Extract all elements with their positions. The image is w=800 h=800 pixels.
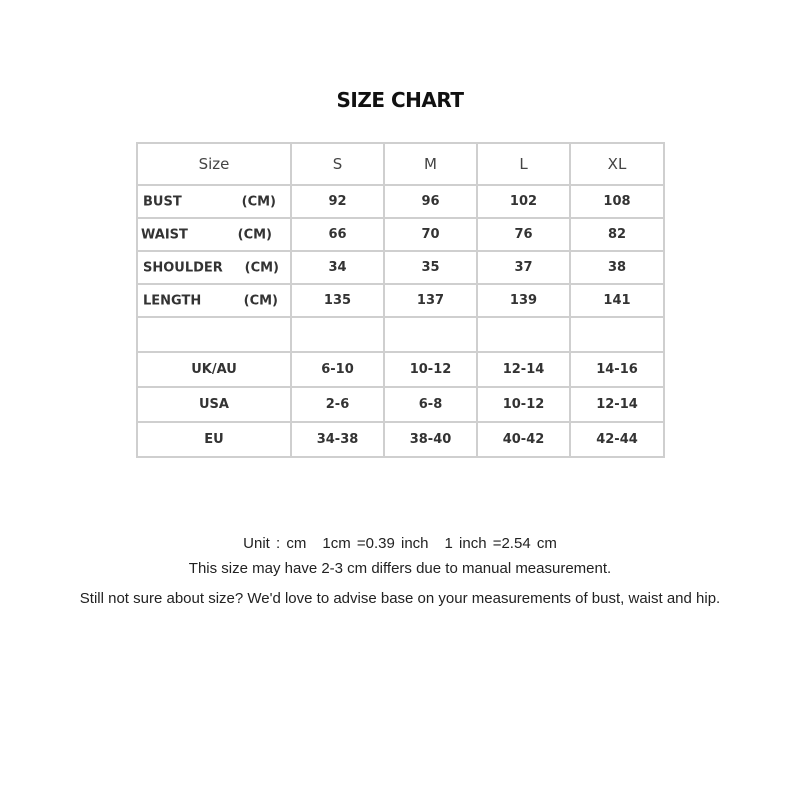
table-cell: 70 [384,218,477,251]
row-label [137,185,291,218]
table-cell: 135 [291,284,384,317]
table-cell: 12-14 [570,387,664,422]
unit-label: Unit : cm [243,535,307,552]
row-label [137,284,291,317]
row-label-name: UK/AU [137,352,291,387]
table-cell: 37 [477,251,570,284]
size-table [136,142,665,458]
table-row-bust [137,185,664,218]
conversion-inch-to-cm: 1 inch =2.54 cm [444,535,557,552]
table-cell: 92 [291,185,384,218]
row-label [137,218,291,251]
empty-cell [137,317,291,352]
row-label-name: SHOULDER [143,260,223,275]
row-label-unit: (CM) [244,260,279,275]
table-cell: 66 [291,218,384,251]
conversion-cm-to-inch: 1cm =0.39 inch [322,535,429,552]
table-row-eu [137,422,664,457]
table-cell: 108 [570,185,664,218]
row-label-unit: (CM) [243,293,278,308]
header-l: L [477,143,570,185]
table-row-ukau [137,352,664,387]
empty-cell [477,317,570,352]
table-cell: 35 [384,251,477,284]
table-row-waist [137,218,664,251]
row-label-unit: (CM) [241,194,276,209]
table-cell: 42-44 [570,422,664,457]
row-label-name: EU [137,422,291,457]
header-s: S [291,143,384,185]
table-cell: 34-38 [291,422,384,457]
table-cell: 82 [570,218,664,251]
row-label-unit: (CM) [237,227,272,242]
table-cell: 76 [477,218,570,251]
row-label-name: WAIST [141,227,188,242]
table-cell: 38 [570,251,664,284]
table-cell: 6-10 [291,352,384,387]
row-label-name: LENGTH [143,293,202,308]
table-cell: 12-14 [477,352,570,387]
table-cell: 6-8 [384,387,477,422]
table-cell: 14-16 [570,352,664,387]
table-cell: 137 [384,284,477,317]
empty-cell [570,317,664,352]
table-cell: 38-40 [384,422,477,457]
table-row-shoulder [137,251,664,284]
empty-cell [384,317,477,352]
header-m: M [384,143,477,185]
row-label [137,251,291,284]
table-cell: 102 [477,185,570,218]
header-size: Size [137,143,291,185]
row-label-name: USA [137,387,291,422]
table-cell: 10-12 [477,387,570,422]
empty-cell [291,317,384,352]
table-cell: 10-12 [384,352,477,387]
table-cell: 96 [384,185,477,218]
row-label-name: BUST [143,194,182,209]
advice-note: Still not sure about size? We'd love to advise base on your measurements of bust, waist and hip. [79,590,721,607]
measurement-note: This size may have 2-3 cm differs due to manual measurement. [188,560,612,577]
unit-note [0,535,800,552]
table-cell: 2-6 [291,387,384,422]
table-row-length [137,284,664,317]
table-row-empty [137,317,664,352]
header-xl: XL [570,143,664,185]
table-row-usa [137,387,664,422]
page-title: SIZE CHART [336,88,464,112]
table-header-row [137,143,664,185]
table-cell: 40-42 [477,422,570,457]
table-cell: 34 [291,251,384,284]
table-cell: 139 [477,284,570,317]
table-cell: 141 [570,284,664,317]
